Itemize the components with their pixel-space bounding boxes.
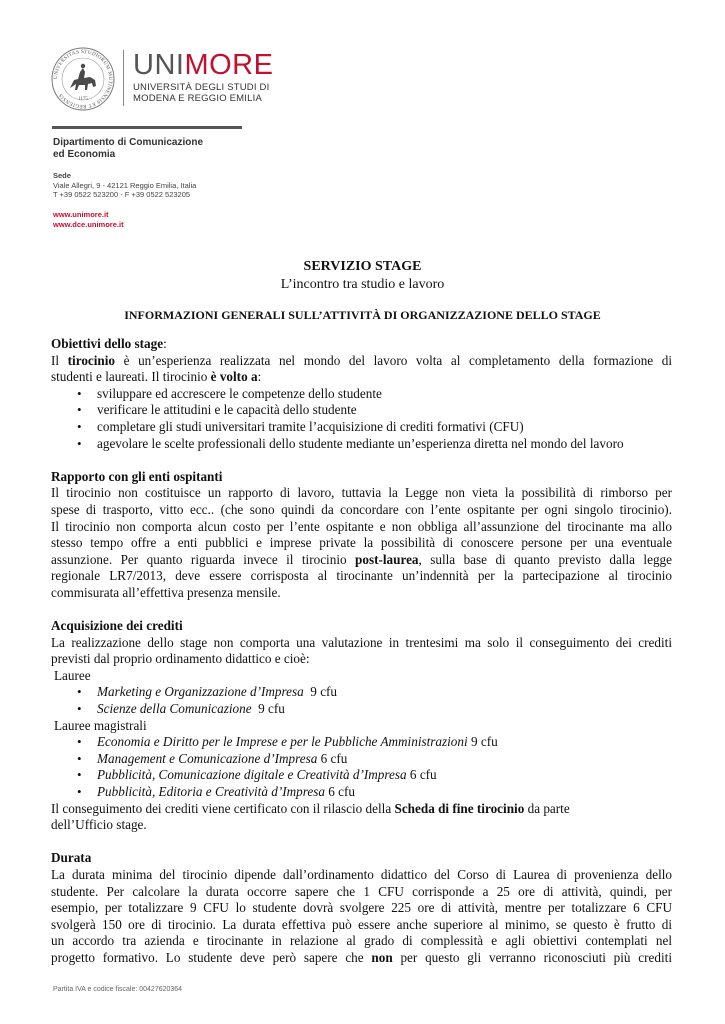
brand-subtitle xyxy=(133,82,273,104)
footer-vat: Partita IVA e codice fiscale: 00427620364 xyxy=(53,986,183,993)
paragraph-line: svolgerà 150 ore di tirocinio. La durata effettiva può essere anche superiore al minimo, se questo è frutto di xyxy=(51,916,672,932)
document-body xyxy=(51,336,672,967)
department-line-2: ed Economia xyxy=(53,149,116,160)
paragraph-line: Il tirocinio non costituisce un rapporto di lavoro, tuttavia la Legge non vieta la possibilità di rimborso per xyxy=(51,485,672,501)
header-rule xyxy=(52,126,242,129)
list-item: • Scienze della Comunicazione 9 cfu xyxy=(51,701,672,718)
paragraph-line: studente. Per calcolare la durata occorre sapere che 1 CFU corrisponde a 25 ore di attività, quindi, per xyxy=(51,883,672,899)
magistrali-list xyxy=(51,734,672,800)
paragraph-line: previsti dal proprio ordinamento didattico e cioè: xyxy=(51,651,310,667)
phone-line: T +39 0522 523200 - F +39 0522 523205 xyxy=(53,190,191,199)
lauree-label: Lauree xyxy=(54,667,91,683)
paragraph-line: regionale LR7/2013, deve essere corrisposta al tirocinante un’indennità per la partecipazione al tirocinio xyxy=(51,568,672,584)
document-subtitle: L’incontro tra studio e lavoro xyxy=(280,277,445,292)
paragraph-line: Il tirocinio non comporta alcun costo per l’ente ospitante e non obbliga all’assunzione del tirocinante ma allo xyxy=(51,518,672,534)
brand-uni: UNI xyxy=(133,49,185,81)
objectives-list xyxy=(51,386,672,452)
address-label: Sede xyxy=(53,171,71,180)
department-name xyxy=(53,137,203,161)
paragraph-line: commisurata all’effettiva presenza mensile. xyxy=(51,584,281,600)
department-line-1: Dipartimento di Comunicazione xyxy=(53,137,204,148)
website-link-unimore[interactable]: www.unimore.it xyxy=(53,210,109,219)
paragraph-line: stesso tempo offre a enti pubblici e imprese private la possibilità di conoscere persone per una eventuale xyxy=(51,535,672,551)
logo-divider xyxy=(123,50,124,106)
paragraph-line: Il conseguimento dei crediti viene certificato con il rilascio della Scheda di fine tirocinio da parte xyxy=(51,800,570,816)
lauree-list xyxy=(51,684,672,717)
list-item: • Marketing e Organizzazione d’Impresa 9 cfu xyxy=(51,684,672,701)
paragraph-line: esempio, per totalizzare 9 CFU lo studente dovrà svolgere 225 ore di attività, mentre per totalizzare 6 CFU xyxy=(51,900,672,916)
paragraph-line: spese di trasporto, vitto ecc.. (che sono quindi da concordare con l’ente ospitante per ogni singolo tirocinio). xyxy=(51,501,672,517)
seal-lettering: UNIVERSITAS STUDIORUM MUTINENSIS ET REGIENSIS xyxy=(52,48,114,110)
heading-crediti: Acquisizione dei crediti xyxy=(51,618,183,634)
document-title: SERVIZIO STAGE xyxy=(303,259,422,274)
brand-block xyxy=(133,50,273,104)
paragraph-line: un accordo tra azienda e tirocinante in relazione al grado di complessità e agli obiettivi contemplati nel xyxy=(51,933,672,949)
address-line: Viale Allegri, 9 - 42121 Reggio Emilia, Italia xyxy=(53,180,197,190)
magistrali-label: Lauree magistrali xyxy=(54,717,147,733)
paragraph-line: dell’Ufficio stage. xyxy=(51,817,147,833)
university-logo xyxy=(50,46,274,118)
paragraph-line: assunzione. Per quanto riguarda invece il tirocinio post-laurea, sulla base di quanto previsto dalla legge xyxy=(51,551,672,567)
paragraph-line: La realizzazione dello stage non comporta una valutazione in trentesimi ma solo il conseguimento dei crediti xyxy=(51,634,672,650)
section-main-heading: INFORMAZIONI GENERALI SULL’ATTIVITÀ DI ORGANIZZAZIONE DELLO STAGE xyxy=(124,308,601,322)
heading-rapporto: Rapporto con gli enti ospitanti xyxy=(51,468,223,484)
list-item: • Management e Comunicazione d’Impresa 6 cfu xyxy=(51,751,672,768)
website-links xyxy=(53,210,124,229)
seal-year: 1175 xyxy=(78,97,88,102)
paragraph-line: progetto formativo. Lo studente deve però sapere che non per questo gli verranno riconosciuti più crediti xyxy=(51,949,672,965)
list-item: • completare gli studi universitari tramite l’acquisizione di crediti formativi (CFU) xyxy=(51,419,672,436)
address-block xyxy=(53,171,196,200)
brand-name xyxy=(133,50,273,80)
heading-durata: Durata xyxy=(51,850,92,866)
university-seal-icon xyxy=(50,46,116,112)
brand-subtitle-line-1: UNIVERSITÀ DEGLI STUDI DI xyxy=(133,82,270,93)
paragraph-line: studenti e laureati. Il tirocinio è volto a: xyxy=(51,369,262,385)
list-item: • sviluppare ed accrescere le competenze dello studente xyxy=(51,386,672,403)
list-item: • Pubblicità, Editoria e Creatività d’Impresa 6 cfu xyxy=(51,784,672,801)
heading-obiettivi: Obiettivi dello stage: xyxy=(51,336,167,351)
brand-more: MORE xyxy=(184,49,274,81)
list-item: • verificare le attitudini e le capacità dello studente xyxy=(51,402,672,419)
paragraph-line: Il tirocinio è un’esperienza realizzata nel mondo del lavoro volta al completamento della formazione di xyxy=(51,352,672,368)
list-item: • Pubblicità, Comunicazione digitale e Creatività d’Impresa 6 cfu xyxy=(51,767,672,784)
list-item: • Economia e Diritto per le Imprese e per le Pubbliche Amministrazioni 9 cfu xyxy=(51,734,672,751)
paragraph-line: La durata minima del tirocinio dipende dall’ordinamento didattico del Corso di Laurea di provenienza dello xyxy=(51,867,672,882)
brand-subtitle-line-2: MODENA E REGGIO EMILIA xyxy=(133,93,262,104)
website-link-dce[interactable]: www.dce.unimore.it xyxy=(53,219,124,229)
list-item: • agevolare le scelte professionali dello studente mediante un’esperienza diretta nel mondo del lavoro xyxy=(51,436,672,453)
